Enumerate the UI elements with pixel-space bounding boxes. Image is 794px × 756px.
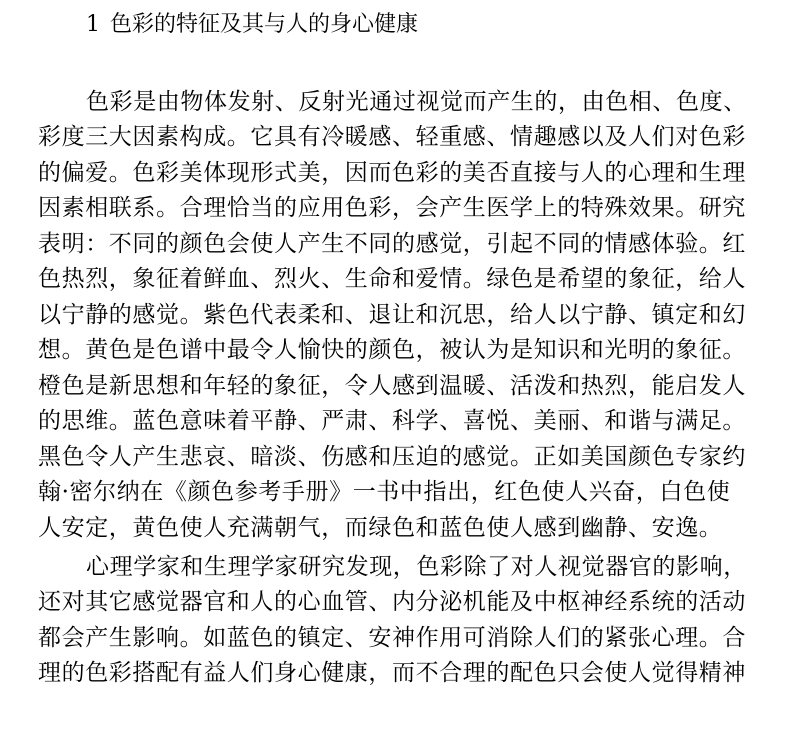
paragraph-1-line-9: 橙色是新思想和年轻的象征，令人感到温暖、活泼和热烈，能启发人 <box>38 373 746 399</box>
paragraph-1-line-7: 以宁静的感觉。紫色代表柔和、退让和沉思，给人以宁静、镇定和幻 <box>38 302 746 328</box>
paragraph-1-line-11: 黑色令人产生悲哀、暗淡、伤感和压迫的感觉。正如美国颜色专家约 <box>38 444 746 470</box>
paragraph-1-line-4: 因素相联系。合理恰当的应用色彩，会产生医学上的特殊效果。研究 <box>38 195 746 221</box>
section-heading <box>86 10 418 40</box>
paragraph-1-line-13: 人安定，黄色使人充满朝气，而绿色和蓝色使人感到幽静、安逸。 <box>38 515 723 541</box>
paragraph-1-line-3: 的偏爱。色彩美体现形式美，因而色彩的美否直接与人的心理和生理 <box>38 160 746 186</box>
paragraph-1-line-8: 想。黄色是色谱中最令人愉快的颜色，被认为是知识和光明的象征。 <box>38 337 746 363</box>
paragraph-2-line-1: 心理学家和生理学家研究发现，色彩除了对人视觉器官的影响， <box>86 554 747 580</box>
paragraph-1-line-1: 色彩是由物体发射、反射光通过视觉而产生的，由色相、色度、 <box>86 89 747 115</box>
section-number: 1 <box>86 12 100 37</box>
paragraph-1-line-6: 色热烈，象征着鲜血、烈火、生命和爱情。绿色是希望的象征，给人 <box>38 266 746 292</box>
paragraph-1-line-12: 翰·密尔纳在《颜色参考手册》一书中指出，红色使人兴奋，白色使 <box>38 479 731 505</box>
paragraph-2-line-4: 理的色彩搭配有益人们身心健康，而不合理的配色只会使人觉得精神 <box>38 660 746 686</box>
paragraph-2-line-2: 还对其它感觉器官和人的心血管、内分泌机能及中枢神经系统的活动 <box>38 589 746 615</box>
paragraph-1-line-5: 表明：不同的颜色会使人产生不同的感觉，引起不同的情感体验。红 <box>38 231 746 257</box>
paragraph-1-line-10: 的思维。蓝色意味着平静、严肃、科学、喜悦、美丽、和谐与满足。 <box>38 408 746 434</box>
section-title: 色彩的特征及其与人的身心健康 <box>110 12 419 37</box>
paragraph-1-line-2: 彩度三大因素构成。它具有冷暖感、轻重感、情趣感以及人们对色彩 <box>38 124 746 150</box>
paragraph-2-line-3: 都会产生影响。如蓝色的镇定、安神作用可消除人们的紧张心理。合 <box>38 625 746 651</box>
